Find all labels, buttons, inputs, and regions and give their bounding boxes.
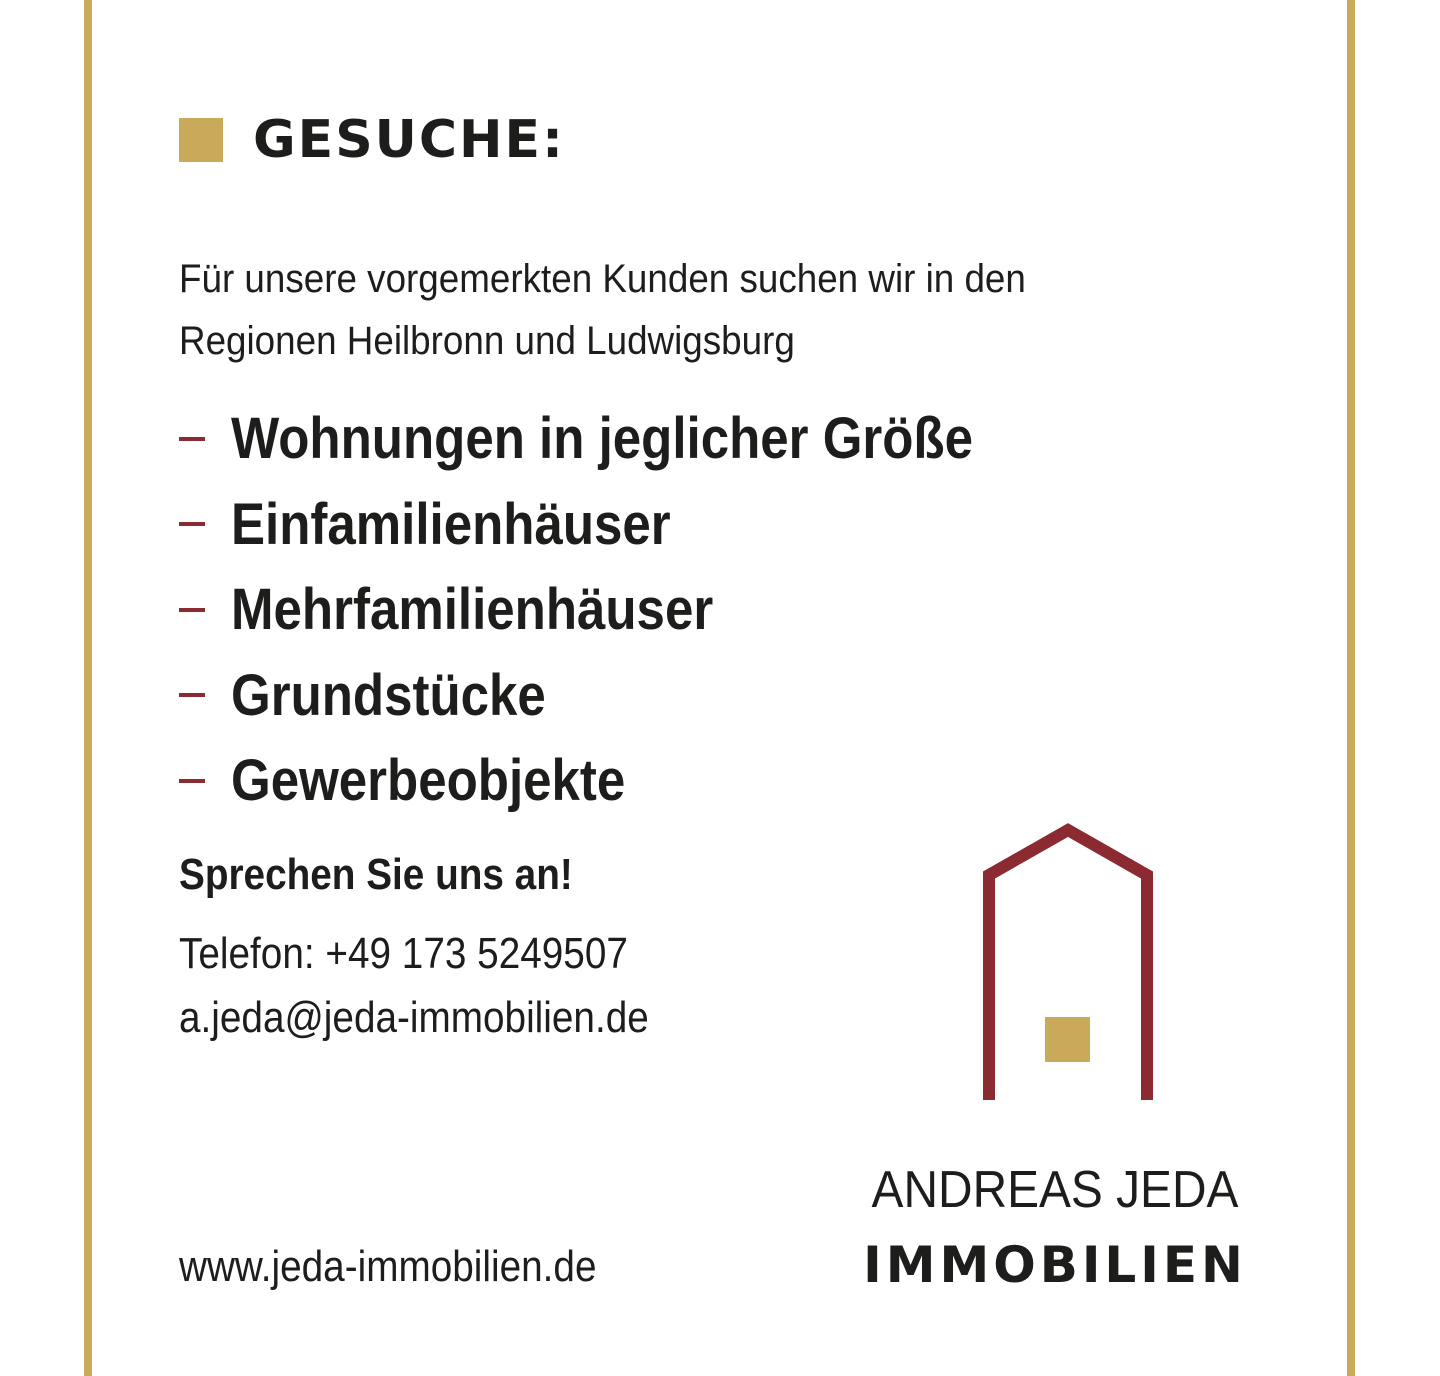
intro-line-2: Regionen Heilbronn und Ludwigsburg (179, 319, 795, 363)
dash-icon (179, 779, 205, 783)
brand-name: ANDREAS JEDA (871, 1161, 1239, 1219)
list-item-label: Einfamilienhäuser (231, 491, 671, 557)
list-item (179, 396, 1074, 482)
email-link[interactable]: a.jeda@jeda-immobilien.de (179, 993, 649, 1042)
dash-icon (179, 693, 205, 697)
dash-icon (179, 437, 205, 441)
intro-text (179, 248, 1145, 372)
heading (179, 108, 565, 172)
search-list (179, 396, 1074, 824)
list-item (179, 738, 1074, 824)
list-item (179, 567, 1074, 653)
intro-line-1: Für unsere vorgemerkten Kunden suchen wir in den (179, 257, 1026, 301)
list-item-label: Mehrfamilienhäuser (231, 577, 714, 643)
house-outline-icon (978, 822, 1158, 1106)
phone-number[interactable]: Telefon: +49 173 5249507 (179, 929, 628, 978)
call-to-action: Sprechen Sie uns an! (179, 850, 573, 899)
list-item (179, 482, 1074, 568)
website-link[interactable]: www.jeda-immobilien.de (179, 1242, 597, 1291)
left-gold-border (84, 0, 92, 1376)
right-gold-border (1347, 0, 1355, 1376)
list-item-label: Gewerbeobjekte (231, 748, 626, 814)
list-item-label: Wohnungen in jeglicher Größe (231, 406, 974, 472)
list-item (179, 653, 1074, 739)
contact-info (179, 922, 649, 1050)
gold-square-icon (179, 118, 223, 162)
heading-title: GESUCHE: (253, 110, 565, 170)
house-gold-window (1045, 1017, 1090, 1062)
dash-icon (179, 608, 205, 612)
brand-subtitle: IMMOBILIEN (863, 1236, 1247, 1294)
list-item-label: Grundstücke (231, 662, 546, 728)
dash-icon (179, 522, 205, 526)
